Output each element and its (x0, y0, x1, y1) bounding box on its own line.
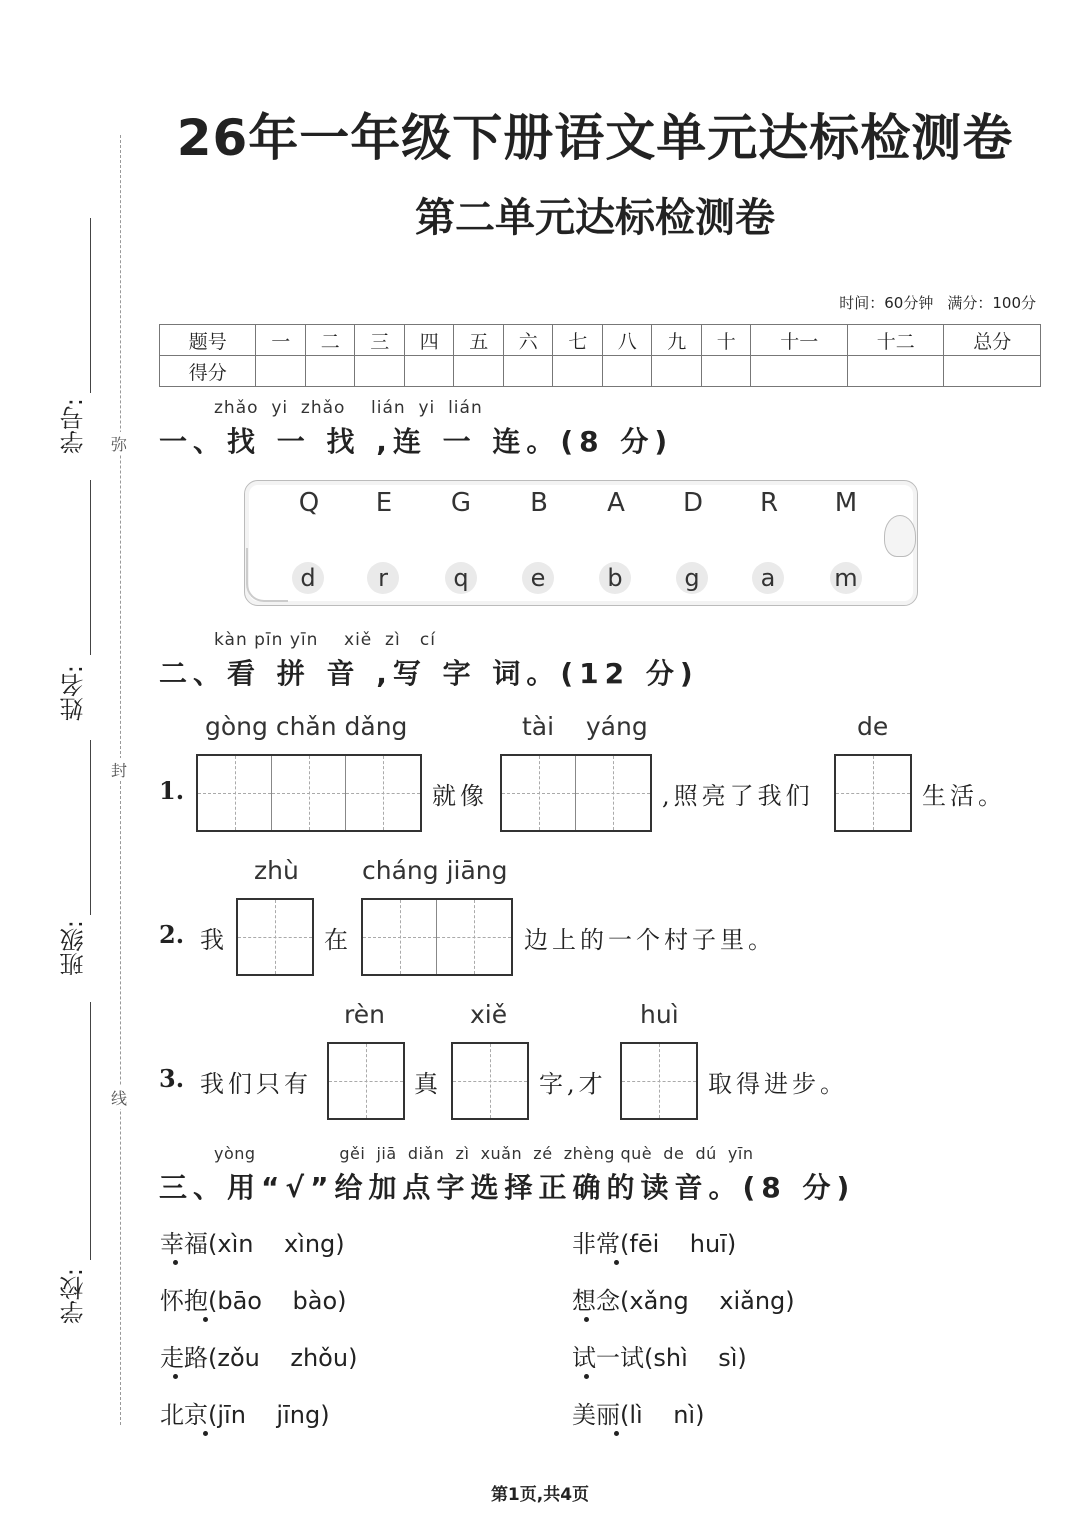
score-cell[interactable] (256, 356, 306, 387)
frame-decoration-left (246, 548, 288, 602)
page-number: 第1页,共4页 (490, 1485, 590, 1505)
writing-cell[interactable] (622, 1044, 696, 1118)
score-cell[interactable] (701, 356, 751, 387)
score-header-cell: 四 (404, 325, 454, 356)
writing-cell[interactable] (238, 900, 312, 974)
q3-number: 3. (159, 1064, 185, 1093)
lowercase-letter: r (367, 562, 399, 594)
reading-item (160, 1224, 345, 1259)
emphasis-dot (584, 1317, 589, 1322)
emphasis-dot (203, 1317, 208, 1322)
q3-answer-grid-2[interactable] (451, 1042, 529, 1120)
score-cell[interactable] (652, 356, 702, 387)
q3-pinyin-3: huì (640, 1000, 679, 1029)
score-cell[interactable] (944, 356, 1041, 387)
reading-item (572, 1338, 747, 1373)
reading-item (160, 1281, 347, 1316)
item-options[interactable]: (fēi huī) (620, 1230, 737, 1258)
lowercase-letter: b (599, 562, 631, 594)
emphasis-dot (173, 1260, 178, 1265)
score-header-cell: 五 (454, 325, 504, 356)
item-options[interactable]: (xìn xìng) (208, 1230, 345, 1258)
score-header-cell: 总分 (944, 325, 1041, 356)
seal-char-xian: 线 (111, 1086, 127, 1109)
q2-text-0: 我 (200, 926, 228, 954)
student-id-label: 学号: (60, 398, 88, 455)
q1-pinyin-2: tài yáng (522, 712, 648, 741)
score-header-cell: 九 (652, 325, 702, 356)
emphasis-dot (584, 1374, 589, 1379)
q2-number: 2. (159, 920, 185, 949)
school-label: 学校: (60, 1268, 88, 1325)
q3-answer-grid-1[interactable] (327, 1042, 405, 1120)
uppercase-letter: G (450, 488, 472, 518)
score-row-label: 得分 (160, 356, 256, 387)
q2-answer-grid-1[interactable] (236, 898, 314, 976)
name-line (90, 480, 91, 655)
uppercase-letter: B (530, 488, 548, 518)
q3-text-0: 我们只有 (200, 1070, 312, 1098)
page-title: 26年一年级下册语文单元达标检测卷 (176, 109, 1014, 167)
exam-full-score: 满分：100分 (947, 294, 1036, 312)
section2-pinyin: kàn pīn yīn xiě zì cí (214, 630, 436, 650)
writing-cell[interactable] (329, 1044, 403, 1118)
q3-pinyin-1: rèn (344, 1000, 385, 1029)
section3-pinyin: yòng gěi jiā diǎn zì xuǎn zé zhèng què de dú yīn (214, 1144, 754, 1163)
q3-text-3: 取得进步。 (708, 1070, 848, 1098)
q1-text-2: ,照亮了我们 (662, 782, 814, 810)
q1-pinyin-3: de (857, 712, 889, 741)
school-line (90, 1002, 91, 1260)
emphasis-dot (173, 1374, 178, 1379)
q2-text-1: 在 (324, 926, 352, 954)
item-word: 幸福 (160, 1230, 208, 1258)
q2-text-2: 边上的一个村子里。 (524, 926, 776, 954)
reading-item (572, 1281, 795, 1316)
score-cell[interactable] (355, 356, 405, 387)
lowercase-letter: d (292, 562, 324, 594)
q1-text-1: 就像 (432, 782, 488, 810)
score-header-cell: 十二 (847, 325, 943, 356)
score-header-cell: 二 (305, 325, 355, 356)
section2-heading: 二、看 拼 音 ,写 字 词。(12 分) (159, 657, 699, 690)
exam-time: 时间：60分钟 (839, 294, 934, 312)
section1-pinyin: zhǎo yi zhǎo lián yi lián (214, 398, 483, 418)
reading-item (572, 1224, 736, 1259)
q1-answer-grid-1[interactable] (196, 754, 422, 832)
reading-item (160, 1395, 330, 1430)
lowercase-letter: a (752, 562, 784, 594)
item-options[interactable]: (zǒu zhǒu) (208, 1344, 358, 1372)
writing-cell[interactable] (502, 756, 576, 830)
lowercase-letter: g (676, 562, 708, 594)
class-label: 班级: (60, 920, 88, 977)
score-header-cell: 三 (355, 325, 405, 356)
score-table (159, 324, 1041, 387)
section1-heading: 一、找 一 找 ,连 一 连。(8 分) (159, 425, 674, 458)
item-word: 想念 (572, 1287, 620, 1315)
score-header-cell: 题号 (160, 325, 256, 356)
item-word: 美丽 (572, 1401, 620, 1429)
score-header-cell: 八 (602, 325, 652, 356)
lowercase-letter: e (522, 562, 554, 594)
writing-cell[interactable] (272, 756, 346, 830)
score-cell[interactable] (553, 356, 603, 387)
uppercase-letter: M (834, 488, 858, 518)
class-line (90, 740, 91, 915)
q1-text-3: 生活。 (922, 782, 1006, 810)
score-cell[interactable] (503, 356, 553, 387)
item-word: 北京 (160, 1401, 208, 1429)
q2-pinyin-1: zhù (254, 856, 299, 885)
item-word: 试一试 (572, 1344, 644, 1372)
exam-info (825, 292, 1036, 313)
page-subtitle: 第二单元达标检测卷 (415, 195, 775, 241)
score-table-score-row (160, 356, 1041, 387)
writing-cell[interactable] (453, 1044, 527, 1118)
q1-answer-grid-2[interactable] (500, 754, 652, 832)
item-word: 非常 (572, 1230, 620, 1258)
q2-pinyin-2: cháng jiāng (362, 856, 508, 885)
item-word: 走路 (160, 1344, 208, 1372)
q3-answer-grid-3[interactable] (620, 1042, 698, 1120)
score-cell[interactable] (305, 356, 355, 387)
score-table-header-row (160, 325, 1041, 356)
uppercase-letter: E (375, 488, 393, 518)
score-header-cell: 一 (256, 325, 306, 356)
writing-cell[interactable] (437, 900, 511, 974)
seal-char-mi: 弥 (111, 432, 127, 455)
score-cell[interactable] (751, 356, 847, 387)
score-header-cell: 七 (553, 325, 603, 356)
item-word: 怀抱 (160, 1287, 208, 1315)
name-label: 姓名: (60, 665, 88, 722)
writing-cell[interactable] (576, 756, 650, 830)
frog-decoration (884, 515, 916, 557)
item-options[interactable]: (shì sì) (644, 1344, 747, 1372)
uppercase-letter: R (759, 488, 779, 518)
score-cell[interactable] (847, 356, 943, 387)
q2-answer-grid-2[interactable] (361, 898, 513, 976)
q1-pinyin-1: gòng chǎn dǎng (205, 712, 408, 741)
matching-frame (244, 480, 918, 606)
reading-item (160, 1338, 357, 1373)
item-options[interactable]: (xǎng xiǎng) (620, 1287, 795, 1315)
uppercase-letter: Q (298, 488, 320, 518)
writing-cell[interactable] (836, 756, 910, 830)
score-header-cell: 十 (701, 325, 751, 356)
lowercase-letter: m (830, 562, 862, 594)
score-header-cell: 六 (503, 325, 553, 356)
uppercase-letter: D (682, 488, 704, 518)
seal-char-feng: 封 (111, 758, 127, 781)
q3-text-2: 字,才 (539, 1070, 607, 1098)
writing-cell[interactable] (363, 900, 437, 974)
score-cell[interactable] (454, 356, 504, 387)
q3-text-1: 真 (414, 1070, 442, 1098)
score-cell[interactable] (602, 356, 652, 387)
writing-cell[interactable] (198, 756, 272, 830)
student-id-line (90, 218, 91, 393)
q1-answer-grid-3[interactable] (834, 754, 912, 832)
q1-number: 1. (159, 776, 185, 805)
writing-cell[interactable] (346, 756, 420, 830)
score-cell[interactable] (404, 356, 454, 387)
reading-item (572, 1395, 704, 1430)
item-options[interactable]: (bāo bào) (208, 1287, 347, 1315)
section3-heading: 三、用“√”给加点字选择正确的读音。(8 分) (159, 1171, 856, 1204)
score-header-cell: 十一 (751, 325, 847, 356)
uppercase-letter: A (607, 488, 625, 518)
item-options[interactable]: (lì nì) (620, 1401, 705, 1429)
lowercase-letter: q (445, 562, 477, 594)
emphasis-dot (614, 1431, 619, 1436)
emphasis-dot (203, 1431, 208, 1436)
q3-pinyin-2: xiě (470, 1000, 508, 1029)
emphasis-dot (614, 1260, 619, 1265)
item-options[interactable]: (jīn jīng) (208, 1401, 330, 1429)
